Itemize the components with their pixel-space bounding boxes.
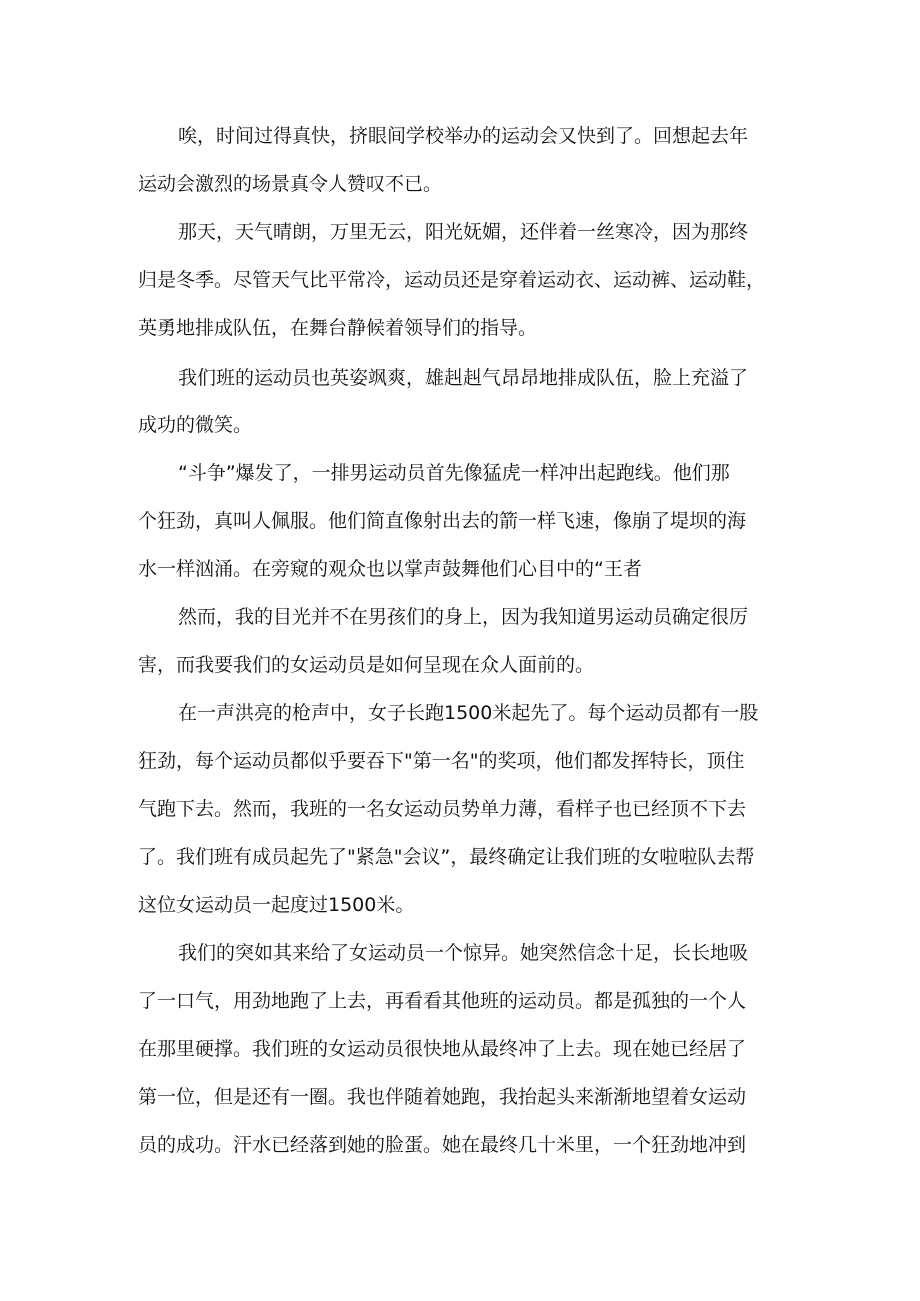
text-line: 员的成功。汗水已经落到她的脸蛋。她在最终几十米里，一个狂劲地冲到 <box>138 1134 747 1156</box>
text-line: 气跑下去。然而，我班的一名女运动员势单力薄，看样子也已经顶不下去 <box>138 798 747 820</box>
text-line: 那天，天气晴朗，万里无云，阳光妩媚，还伴着一丝寒冷，因为那终 <box>178 221 749 243</box>
text-line: 唉，时间过得真快，挤眼间学校举办的运动会又快到了。回想起去年 <box>178 125 749 147</box>
text-line: 我们的突如其来给了女运动员一个惊异。她突然信念十足，长长地吸 <box>178 942 749 964</box>
text-line: 运动会激烈的场景真令人赞叹不已。 <box>138 173 443 195</box>
text-line: 狂劲，每个运动员都似乎要吞下"第一名"的奖项，他们都发挥特长，顶住 <box>138 750 745 772</box>
text-line: 成功的微笑。 <box>138 414 253 436</box>
text-line: 了。我们班有成员起先了"紧急"会议”，最终确定让我们班的女啦啦队去帮 <box>138 846 755 868</box>
text-line: 了一口气，用劲地跑了上去，再看看其他班的运动员。都是孤独的一个人 <box>138 990 747 1012</box>
text-line: 水一样汹涌。在旁窥的观众也以掌声鼓舞他们心目中的“王者 <box>138 558 642 580</box>
text-line: 在一声洪亮的枪声中，女子长跑1500米起先了。每个运动员都有一股 <box>178 702 759 724</box>
text-line: 归是冬季。尽管天气比平常冷，运动员还是穿着运动衣、运动裤、运动鞋， <box>138 269 766 291</box>
text-line: 害，而我要我们的女运动员是如何呈现在众人面前的。 <box>138 654 595 676</box>
text-line: 然而，我的目光并不在男孩们的身上，因为我知道男运动员确定很厉 <box>178 606 749 628</box>
text-line: 英勇地排成队伍，在舞台静候着领导们的指导。 <box>138 317 538 339</box>
text-line: “斗争”爆发了，一排男运动员首先像猛虎一样冲出起跑线。他们那 <box>178 462 730 484</box>
text-line: 这位女运动员一起度过1500米。 <box>138 894 415 916</box>
text-line: 在那里硬撑。我们班的女运动员很快地从最终冲了上去。现在她已经居了 <box>138 1038 747 1060</box>
text-line: 第一位，但是还有一圈。我也伴随着她跑，我抬起头来渐渐地望着女运动 <box>138 1086 747 1108</box>
text-line: 个狂劲，真叫人佩服。他们简直像射出去的箭一样飞速，像崩了堤坝的海 <box>138 510 747 532</box>
text-line: 我们班的运动员也英姿飒爽，雄赳赳气昂昂地排成队伍，脸上充溢了 <box>178 367 749 389</box>
